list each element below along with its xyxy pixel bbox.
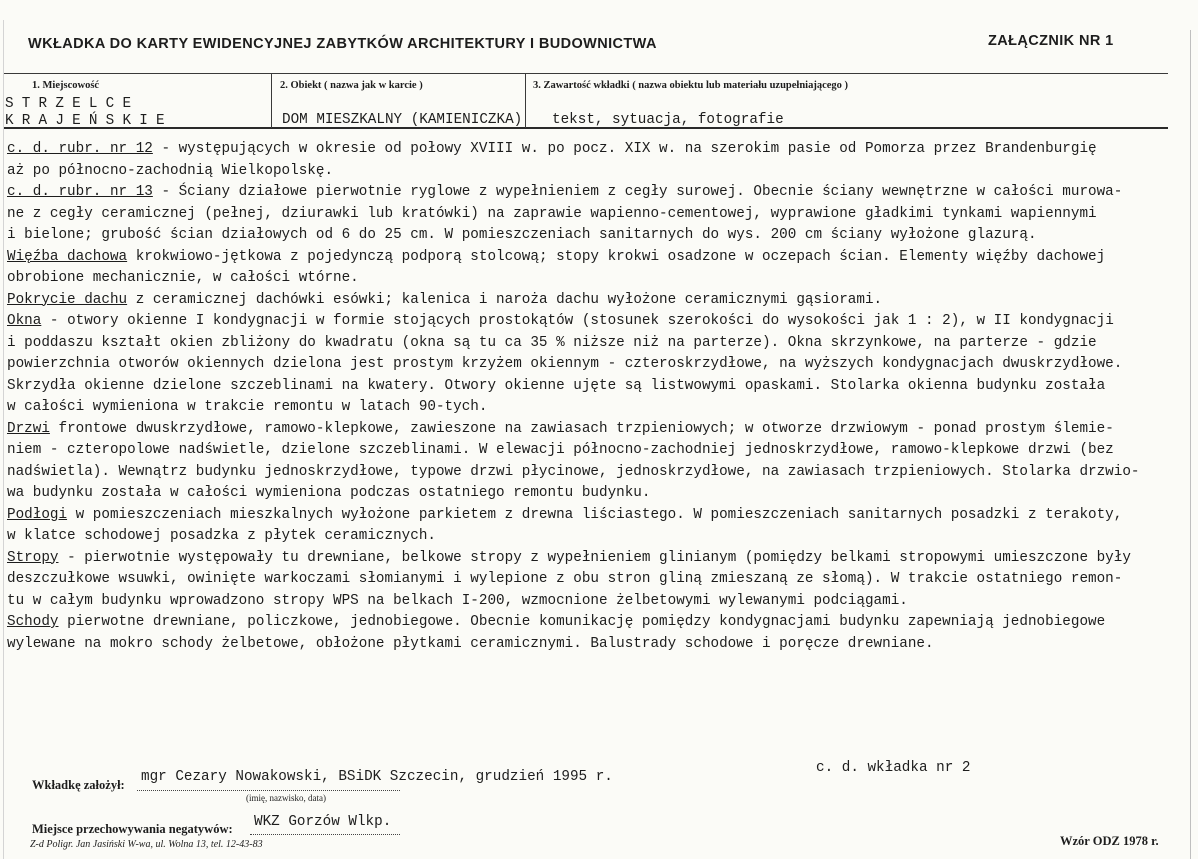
form-number: Wzór ODZ 1978 r. (1060, 834, 1159, 848)
text-line (7, 225, 1192, 247)
text-segment: i bielone; grubość ścian działowych od 6 do 25 cm. W pomieszczeniach sanitarnych do wys. 200 cm ściany wyłożone glazurą. (7, 227, 1037, 243)
text-segment: wa budynku została w całości wymieniona podczas ostatniego remontu budynku. (7, 485, 651, 501)
text-segment: wylewane na mokro schody żelbetowe, obłożone płytkami ceramicznymi. Balustrady schodowe i poręcze drewniane. (7, 635, 934, 652)
text-line (7, 569, 1192, 591)
section-heading: c. d. rubr. nr 13 (7, 184, 153, 200)
text-line (7, 311, 1192, 333)
section-heading: Schody (7, 614, 59, 630)
text-segment: nadświetla). Wewnątrz budynku jednoskrzydłowe, typowe drzwi płycinowe, jednoskrzydłowe, na zawiasach trzpieniowych. Stolarka drzwio- (7, 463, 1140, 480)
text-line (7, 419, 1192, 441)
printer-imprint: Z-d Poligr. Jan Jasiński W-wa, ul. Wolna 13, tel. 12-43-83 (30, 839, 263, 850)
continued-note: c. d. wkładka nr 2 (816, 760, 971, 776)
author-dotted-line (137, 790, 400, 791)
description-body (7, 139, 1192, 655)
fields-divider-2 (525, 73, 526, 128)
text-segment: i poddaszu kształt okien zbliżony do kwadratu (okna są tu ca 35 % niższe niż na parterze). Okna skrzynkowe, na parterze - gdzie (7, 334, 1097, 351)
text-segment: powierzchnia otworów okiennych dzielona jest prostym krzyżem okiennym - czteroskrzydłowe, na wyższych kondygnacjach dwuskrzydłowe. (7, 356, 1123, 372)
text-line (7, 247, 1192, 269)
text-line (7, 634, 1192, 656)
text-segment: w klatce schodowej posadzka z płytek ceramicznych. (7, 528, 436, 544)
text-line (7, 290, 1192, 312)
text-line (7, 505, 1192, 527)
text-line (7, 268, 1192, 290)
section-heading: Okna (7, 313, 42, 329)
text-segment: deszczułkowe wsuwki, owinięte warkoczami słomianymi i wylepione z obu stron gliną zmieszaną ze słomą). W trakcie ostatniego remon- (7, 571, 1123, 587)
text-segment: tu w całym budynku wprowadzono stropy WPS na belkach I-200, wzmocnione żelbetowymi wylewanymi podciągami. (7, 592, 908, 609)
text-segment: krokwiowo-jętkowa z pojedynczą podporą stolcową; stopy krokwi osadzone w oczepach ścian. Elementy więźby dachowej (127, 248, 1106, 265)
text-segment: pierwotne drewniane, policzkowe, jednobiegowe. Obecnie komunikację pomiędzy kondygnacjami budynku zapewniają jednobiegowe (58, 614, 1106, 630)
field-contents-label: 3. Zawartość wkładki ( nazwa obiektu lub materiału uzupełniającego ) (533, 80, 849, 91)
field-object-value: DOM MIESZKALNY (KAMIENICZKA) (282, 112, 523, 128)
storage-label: Miejsce przechowywania negatywów: (32, 822, 233, 836)
text-segment: ne z cegły ceramicznej (pełnej, dziurawki lub kratówki) na zaprawie wapienno-cementowej, wyprawione gładkimi tynkami wapiennymi (7, 205, 1097, 222)
text-line (7, 548, 1192, 570)
text-segment: z ceramicznej dachówki esówki; kalenica i naroża dachu wyłożone ceramicznymi gąsiorami. (127, 291, 883, 308)
text-line (7, 526, 1192, 548)
text-segment: w całości wymieniona w trakcie remontu w latach 90-tych. (7, 399, 488, 415)
text-line (7, 440, 1192, 462)
section-heading: Podłogi (7, 506, 68, 523)
text-line (7, 139, 1192, 161)
text-line (7, 612, 1192, 634)
field-contents-value: tekst, sytuacja, fotografie (552, 112, 784, 128)
author-hint: (imię, nazwisko, data) (246, 793, 326, 803)
form-title: WKŁADKA DO KARTY EWIDENCYJNEJ ZABYTKÓW ARCHITEKTURY I BUDOWNICTWA (28, 36, 657, 52)
text-segment: obrobione mechanicznie, w całości wtórne. (7, 270, 359, 286)
text-segment: - otwory okienne I kondygnacji w formie stojących prostokątów (stosunek szerokości do wysokości jak 1 : 2), w II kondygnacji (41, 313, 1114, 329)
text-line (7, 182, 1192, 204)
section-heading: Więźba dachowa (7, 248, 128, 265)
author-label: Wkładkę założył: (32, 778, 125, 792)
text-line (7, 204, 1192, 226)
field-object-label: 2. Obiekt ( nazwa jak w karcie ) (280, 80, 423, 91)
text-segment: - występujących w okresie od połowy XVIII w. po pocz. XIX w. na szerokim pasie od Pomorza przez Brandenburgię (152, 141, 1097, 157)
section-heading: Pokrycie dachu (7, 291, 128, 308)
section-heading: c. d. rubr. nr 12 (7, 141, 153, 157)
text-line (7, 591, 1192, 613)
text-line (7, 462, 1192, 484)
section-heading: Stropy (7, 549, 59, 566)
field-locality-value-2: KRAJEŃSKIE (5, 113, 173, 129)
text-segment: aż po północno-zachodnią Wielkopolskę. (7, 162, 334, 179)
field-locality-label: 1. Miejscowość (32, 80, 100, 91)
storage-dotted-line (250, 834, 400, 835)
storage-value: WKZ Gorzów Wlkp. (254, 814, 392, 830)
fields-divider-1 (271, 73, 272, 128)
text-segment: - Ściany działowe pierwotnie ryglowe z wypełnieniem z cegły surowej. Obecnie ściany wewnętrzne w całości murowa- (152, 184, 1123, 200)
sheet-edge-left (3, 20, 4, 859)
field-locality-value-1: STRZELCE (5, 96, 140, 112)
text-segment: frontowe dwuskrzydłowe, ramowo-klepkowe, zawieszone na zawiasach trzpieniowych; w otworze drzwiowym - ponad prostym ślemie- (49, 420, 1114, 437)
fields-top-rule (4, 73, 1168, 74)
section-heading: Drzwi (7, 420, 50, 437)
text-segment: w pomieszczeniach mieszkalnych wyłożone parkietem z drewna liściastego. W pomieszczeniach sanitarnych posadzki z terakoty, (67, 506, 1123, 523)
author-value: mgr Cezary Nowakowski, BSiDK Szczecin, grudzień 1995 r. (141, 769, 613, 785)
text-segment: niem - czteropolowe nadświetle, dzielone szczeblinami. W elewacji północno-zachodniej jednoskrzydłowe, ramowo-klepkowe drzwi (bez (7, 442, 1114, 458)
text-line (7, 333, 1192, 355)
text-segment: - pierwotnie występowały tu drewniane, belkowe stropy z wypełnieniem glinianym (pomiędzy belkami stropowymi umieszczone były (58, 549, 1131, 566)
text-line (7, 354, 1192, 376)
text-segment: Skrzydła okienne dzielone szczeblinami na kwatery. Otwory okienne ujęte są listwowymi opaskami. Stolarka okienna budynku została (7, 377, 1106, 394)
text-line (7, 161, 1192, 183)
text-line (7, 483, 1192, 505)
text-line (7, 397, 1192, 419)
text-line (7, 376, 1192, 398)
annex-number: ZAŁĄCZNIK NR 1 (988, 33, 1114, 49)
